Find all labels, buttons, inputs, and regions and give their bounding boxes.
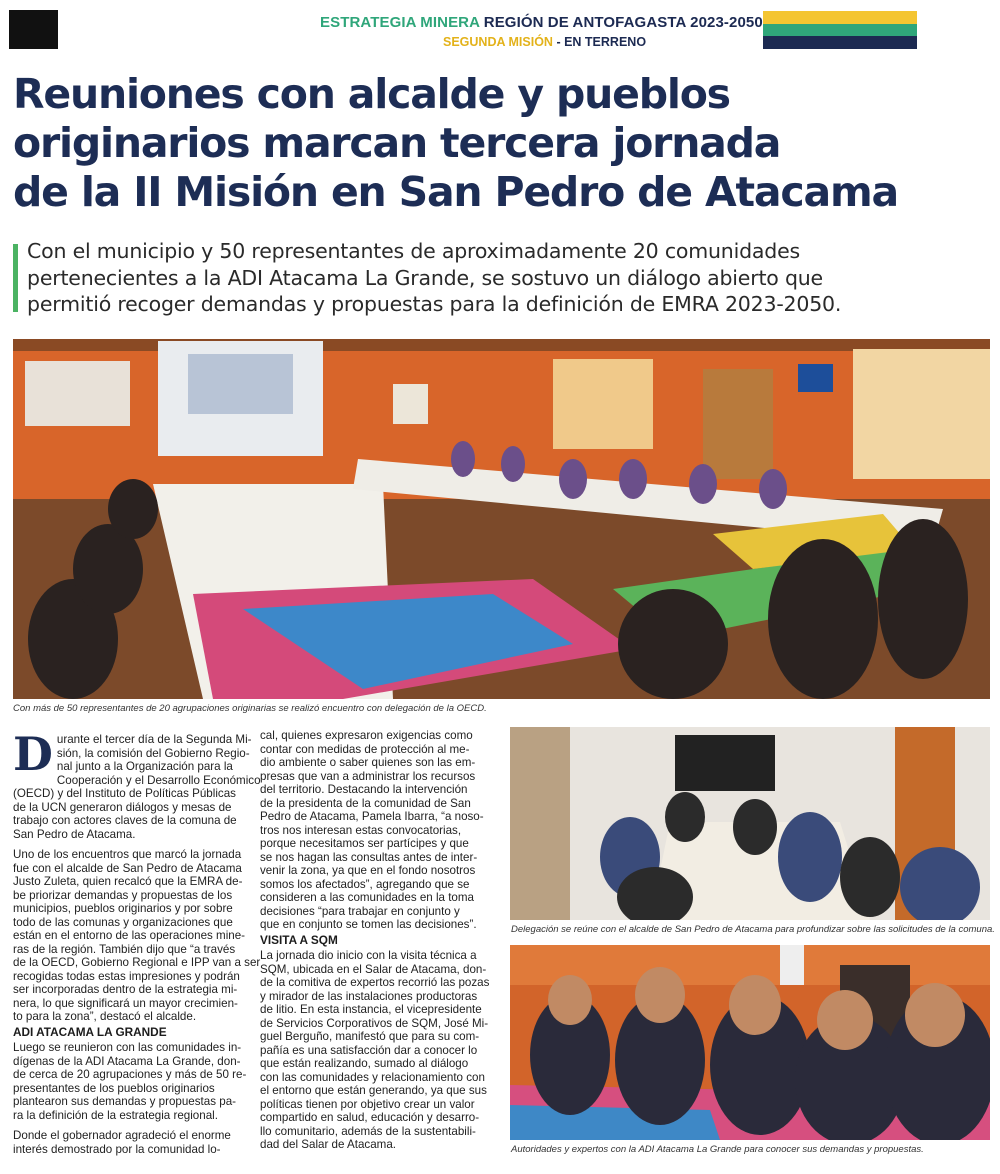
lead-line: pertenecientes a la ADI Atacama La Grande, se sostuvo un diálogo abierto que — [27, 265, 823, 290]
mayor-paragraph — [13, 848, 261, 1024]
section-subheader — [443, 35, 646, 49]
flag-stripe-navy — [763, 36, 917, 49]
text-line: dad del Salar de Atacama. — [260, 1138, 396, 1151]
text-line: de la UCN generaron diálogos y mesas de — [13, 800, 232, 814]
text-line: plantearon sus demandas y propuestas pa- — [13, 1095, 236, 1108]
text-line: interés demostrado por la comunidad lo- — [13, 1142, 221, 1156]
text-line: que están realizando, sumado al diálogo — [260, 1057, 469, 1070]
text-line: municipios, pueblos originarios y por sobre — [13, 902, 233, 915]
drop-cap: D — [13, 727, 53, 781]
text-line: Pedro de Atacama, Pamela Ibarra, “a noso- — [260, 810, 484, 823]
photo-two-caption: Delegación se reúne con el alcalde de San Pedro de Atacama para profundizar sobre las solicitudes de la comuna. — [511, 924, 995, 935]
text-line: presas que van a administrar los recursos — [260, 769, 476, 783]
text-line: de la comitiva de expertos recorrió las pozas — [260, 976, 490, 989]
community-paragraph — [260, 729, 500, 932]
text-line: dígenas de la ADI Atacama La Grande, don- — [13, 1054, 241, 1068]
photo-three-caption: Autoridades y expertos con la ADI Atacama La Grande para conocer sus demandas y propuestas. — [511, 1144, 924, 1155]
text-line: compartido en salud, educación y desarro- — [260, 1111, 480, 1124]
text-line: políticas tienen por objetivo crear un valor — [260, 1097, 475, 1111]
text-line: sión, la comisión del Gobierno Regio- — [56, 746, 250, 760]
lead-accent-bar — [13, 244, 18, 312]
text-line: de la presidenta de la comunidad de San — [260, 796, 471, 810]
strategy-label: ESTRATEGIA MINERA — [320, 14, 480, 31]
text-line: somos los afectados”, agregando que se — [260, 877, 470, 891]
main-meeting-photo — [13, 339, 990, 699]
flag-stripe-green — [763, 24, 917, 37]
text-line: San Pedro de Atacama. — [13, 827, 136, 841]
text-line: de litio. En esta instancia, el vicepresidente — [260, 1003, 482, 1016]
lead-paragraph — [27, 238, 987, 318]
flag-stripe-yellow — [763, 11, 917, 24]
text-line: con las comunidades y relacionamiento con — [260, 1070, 485, 1084]
text-line: (OECD) y del Instituto de Políticas Públicas — [13, 787, 236, 800]
headline-line: Reuniones con alcalde y pueblos — [13, 70, 730, 118]
text-line: La jornada dio inicio con la visita técnica a — [260, 949, 477, 962]
text-line: todo de las comunas y organizaciones que — [13, 915, 233, 929]
text-line: de cerca de 20 agrupaciones y más de 50 re- — [13, 1068, 247, 1081]
text-line: presentantes de los pueblos originarios — [13, 1081, 215, 1095]
text-line: consideren a las comunidades en la toma — [260, 891, 474, 904]
text-line: fue con el alcalde de San Pedro de Atacama — [13, 861, 242, 875]
lead-line: Con el municipio y 50 representantes de aproximadamente 20 comunidades — [27, 239, 800, 263]
text-line: tros nos interesan estas convocatorias, — [260, 823, 462, 837]
text-line: llo comunitario, además de la sustentabili- — [260, 1124, 476, 1138]
text-line: ra la definición de la estrategia regional. — [13, 1108, 218, 1122]
text-line: porque necesitamos ser partícipes y que — [260, 837, 469, 850]
lead-line: permitió recoger demandas y propuestas para la definición de EMRA 2023-2050. — [27, 292, 842, 316]
mission-label: SEGUNDA MISIÓN — [443, 35, 553, 49]
main-photo-caption: Con más de 50 representantes de 20 agrupaciones originarias se realizó encuentro con delegación de la OECD. — [13, 703, 487, 714]
field-label: - EN TERRENO — [556, 35, 647, 49]
text-line: decisiones “para trabajar en conjunto y — [260, 904, 460, 918]
headline-line: originarios marcan tercera jornada — [13, 119, 781, 167]
text-line: están en el entorno de las operaciones mine- — [13, 929, 246, 942]
adi-paragraph — [13, 1041, 248, 1122]
text-line: y mirador de las instalaciones productoras — [260, 989, 478, 1003]
text-line: que en conjunto se tomen las decisiones”. — [260, 918, 477, 931]
text-line: cal, quienes expresaron exigencias como — [260, 729, 473, 742]
text-line: ser incorporadas dentro de la estrategia mi- — [13, 983, 238, 996]
experts-meeting-photo — [510, 945, 990, 1140]
text-line: contar con medidas de protección al me- — [260, 742, 470, 756]
text-line: urante el tercer día de la Segunda Mi- — [56, 733, 252, 746]
text-line: ras de la región. También dijo que “a través — [13, 942, 236, 956]
text-line: Uno de los encuentros que marcó la jornada — [13, 848, 242, 861]
text-line: pañía es una satisfacción dar a conocer lo — [260, 1043, 478, 1057]
text-line: el entorno que están generando, ya que sus — [260, 1084, 487, 1097]
body-column-1 — [13, 727, 261, 1156]
text-line: nera, lo que significará un mayor crecimien- — [13, 996, 238, 1010]
headline-line: de la II Misión en San Pedro de Atacama — [13, 168, 898, 216]
flag-stripes-logo — [763, 11, 917, 49]
sqm-paragraph — [260, 949, 500, 1152]
text-line: dio ambiente o saber quienes son las em- — [260, 756, 476, 769]
text-line: be priorizar demandas y propuestas de los — [13, 888, 233, 902]
mayor-meeting-photo — [510, 727, 990, 920]
text-line: Justo Zuleta, quien recalcó que la EMRA de- — [13, 875, 243, 888]
subhead-adi: ADI ATACAMA LA GRANDE — [13, 1024, 167, 1039]
section-header — [320, 14, 763, 31]
text-line: venir la zona, ya que en el fondo nosotros — [260, 864, 476, 877]
headline — [13, 70, 988, 217]
text-line: guel Berguño, manifestó que para su com- — [260, 1030, 480, 1043]
region-label: REGIÓN DE ANTOFAGASTA 2023-2050 — [483, 14, 763, 31]
text-line: recogidas todas estas impresiones y podrán — [13, 969, 240, 983]
text-line: to para la zona”, destacó el alcalde. — [13, 1010, 197, 1023]
text-line: se nos hagan las consultas antes de inter- — [260, 850, 478, 864]
text-line: de la OECD, Gobierno Regional e IPP van a ser — [13, 956, 261, 969]
text-line: de Servicios Corporativos de SQM, José Mi- — [260, 1016, 489, 1030]
text-line: del territorio. Destacando la intervención — [260, 783, 468, 796]
text-line: Donde el gobernador agradeció el enorme — [13, 1129, 231, 1142]
subhead-sqm: VISITA A SQM — [260, 932, 338, 947]
text-line: Luego se reunieron con las comunidades in- — [13, 1041, 242, 1054]
body-column-2 — [260, 729, 500, 1152]
governor-paragraph — [13, 1129, 248, 1156]
text-line: SQM, ubicada en el Salar de Atacama, don- — [260, 962, 487, 976]
text-line: nal junto a la Organización para la — [56, 760, 233, 773]
text-line: trabajo con actores claves de la comuna de — [13, 814, 237, 827]
text-line: Cooperación y el Desarrollo Económico — [56, 773, 261, 787]
page-marker-block — [9, 10, 58, 49]
